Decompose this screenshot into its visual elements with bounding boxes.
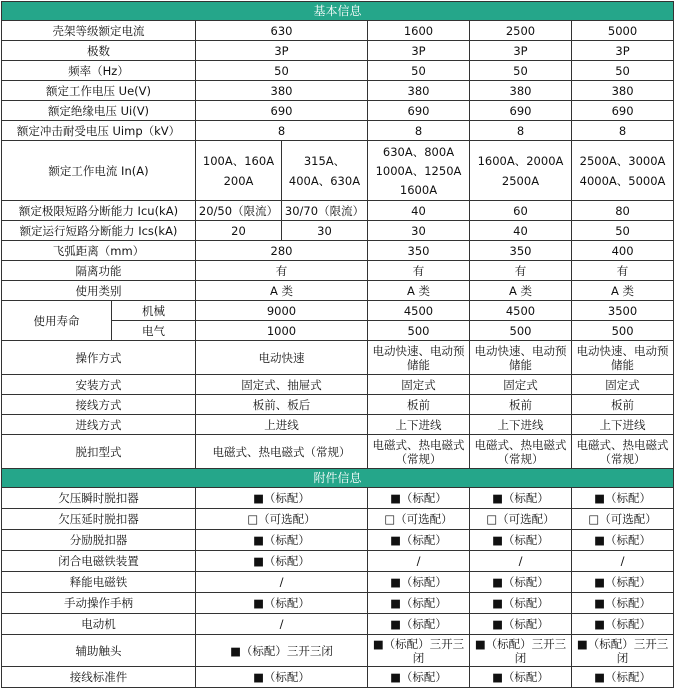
cell: ■（标配） — [196, 530, 368, 551]
cell: / — [470, 551, 572, 572]
cell: 固定式、抽屉式 — [196, 375, 368, 395]
cell-line: 100A、160A — [202, 153, 275, 168]
cell: 20 — [196, 221, 282, 241]
cell: ■（标配）三开三闭 — [470, 635, 572, 667]
row-label: 分励脱扣器 — [2, 530, 196, 551]
cell: ■（标配） — [572, 667, 674, 688]
row-aux — [2, 635, 674, 667]
row-label: 接线方式 — [2, 395, 196, 415]
cell: 固定式 — [470, 375, 572, 395]
cell: ■（标配）三开三闭 — [196, 635, 368, 667]
cell: ■（标配）三开三闭 — [368, 635, 470, 667]
cell: ■（标配） — [470, 614, 572, 635]
cell-line: 630A、800A — [382, 144, 455, 159]
row-label: 额定冲击耐受电压 Uimp（kV） — [2, 121, 196, 141]
cell: 50 — [368, 61, 470, 81]
row-label: 壳架等级额定电流 — [2, 21, 196, 41]
row-label: 接线标准件 — [2, 667, 196, 688]
cell: ■（标配） — [368, 667, 470, 688]
row-frequency — [2, 61, 674, 81]
cell: 3P — [572, 41, 674, 61]
cell: □（可选配） — [196, 509, 368, 530]
cell-line: 1000A、1250A — [375, 163, 462, 178]
spec-table — [1, 1, 674, 688]
cell: ■（标配） — [470, 488, 572, 509]
sub-label: 电气 — [112, 321, 196, 341]
cell: 500 — [470, 321, 572, 341]
cell: / — [368, 551, 470, 572]
cell: ■（标配） — [368, 593, 470, 614]
row-install — [2, 375, 674, 395]
cell: 500 — [572, 321, 674, 341]
cell: 电磁式、热电磁式（常规） — [470, 435, 572, 469]
cell: 板前、板后 — [196, 395, 368, 415]
row-uimp — [2, 121, 674, 141]
cell: ■（标配） — [470, 667, 572, 688]
cell — [470, 141, 572, 201]
cell: ■（标配） — [572, 593, 674, 614]
cell: 电动快速、电动预储能 — [572, 341, 674, 375]
cell: 20/50（限流） — [196, 201, 282, 221]
cell: 30 — [368, 221, 470, 241]
section-header-basic — [2, 2, 674, 21]
row-ui — [2, 101, 674, 121]
cell: ■（标配）三开三闭 — [572, 635, 674, 667]
section-header-accessory — [2, 469, 674, 488]
cell: 电动快速、电动预储能 — [470, 341, 572, 375]
cell: 电磁式、热电磁式（常规） — [368, 435, 470, 469]
row-release-magnet — [2, 572, 674, 593]
row-label: 安装方式 — [2, 375, 196, 395]
row-label: 额定运行短路分断能力 Ics(kA) — [2, 221, 196, 241]
row-label: 额定绝缘电压 Ui(V) — [2, 101, 196, 121]
row-operation — [2, 341, 674, 375]
cell: 电动快速、电动预储能 — [368, 341, 470, 375]
sub-label: 机械 — [112, 301, 196, 321]
row-label: 极数 — [2, 41, 196, 61]
cell: 380 — [196, 81, 368, 101]
cell: 40 — [368, 201, 470, 221]
cell-line: 2500A — [501, 173, 540, 188]
cell: 上下进线 — [368, 415, 470, 435]
cell: ■（标配） — [470, 530, 572, 551]
cell: ■（标配） — [196, 551, 368, 572]
cell: 1600 — [368, 21, 470, 41]
row-label: 欠压瞬时脱扣器 — [2, 488, 196, 509]
row-motor — [2, 614, 674, 635]
cell: 350 — [368, 241, 470, 261]
row-isolation — [2, 261, 674, 281]
cell — [368, 141, 470, 201]
cell: 4500 — [470, 301, 572, 321]
row-label: 闭合电磁铁装置 — [2, 551, 196, 572]
cell: / — [196, 572, 368, 593]
cell: 40 — [470, 221, 572, 241]
cell: 50 — [572, 221, 674, 241]
cell: 3P — [368, 41, 470, 61]
row-label: 脱扣型式 — [2, 435, 196, 469]
cell: / — [196, 614, 368, 635]
cell — [282, 141, 368, 201]
row-ics — [2, 221, 674, 241]
cell: 50 — [572, 61, 674, 81]
cell: 3P — [470, 41, 572, 61]
cell: A 类 — [196, 281, 368, 301]
cell: 板前 — [470, 395, 572, 415]
cell: 50 — [196, 61, 368, 81]
row-shunt — [2, 530, 674, 551]
row-label: 飞弧距离（mm） — [2, 241, 196, 261]
row-label: 操作方式 — [2, 341, 196, 375]
cell: □（可选配） — [572, 509, 674, 530]
cell: 3P — [196, 41, 368, 61]
cell-line: 1600A — [399, 182, 438, 197]
cell: / — [572, 551, 674, 572]
cell: ■（标配） — [470, 593, 572, 614]
row-life-mech — [2, 301, 674, 321]
cell: ■（标配） — [572, 572, 674, 593]
row-label: 手动操作手柄 — [2, 593, 196, 614]
cell: 有 — [470, 261, 572, 281]
row-label: 使用寿命 — [2, 301, 112, 341]
row-ue — [2, 81, 674, 101]
cell: 380 — [368, 81, 470, 101]
cell: 60 — [470, 201, 572, 221]
cell: 690 — [368, 101, 470, 121]
row-release — [2, 435, 674, 469]
cell: ■（标配） — [368, 488, 470, 509]
cell: 1000 — [196, 321, 368, 341]
cell: 30/70（限流） — [282, 201, 368, 221]
cell — [196, 141, 282, 201]
cell-line: 1600A、2000A — [477, 153, 564, 168]
cell: 3500 — [572, 301, 674, 321]
row-label: 电动机 — [2, 614, 196, 635]
cell: 8 — [196, 121, 368, 141]
cell: 8 — [470, 121, 572, 141]
cell: 电磁式、热电磁式（常规） — [572, 435, 674, 469]
row-closing — [2, 551, 674, 572]
cell: ■（标配） — [196, 593, 368, 614]
cell-line: 400A、630A — [288, 173, 361, 188]
cell: A 类 — [572, 281, 674, 301]
row-label: 辅助触头 — [2, 635, 196, 667]
cell: 380 — [572, 81, 674, 101]
row-arc — [2, 241, 674, 261]
cell: 上下进线 — [572, 415, 674, 435]
cell: 380 — [470, 81, 572, 101]
cell: 690 — [196, 101, 368, 121]
cell: ■（标配） — [572, 530, 674, 551]
cell: 9000 — [196, 301, 368, 321]
section-title: 基本信息 — [2, 2, 674, 21]
row-category — [2, 281, 674, 301]
cell: ■（标配） — [572, 488, 674, 509]
cell: ■（标配） — [572, 614, 674, 635]
cell: 4500 — [368, 301, 470, 321]
row-label: 额定工作电压 Ue(V) — [2, 81, 196, 101]
row-label: 隔离功能 — [2, 261, 196, 281]
section-title: 附件信息 — [2, 469, 674, 488]
cell: 上下进线 — [470, 415, 572, 435]
cell-line: 315A、 — [303, 153, 346, 168]
cell-line: 4000A、5000A — [579, 173, 666, 188]
cell: 5000 — [572, 21, 674, 41]
cell — [572, 141, 674, 201]
row-frame-current — [2, 21, 674, 41]
cell: 280 — [196, 241, 368, 261]
cell: 固定式 — [368, 375, 470, 395]
row-inlet — [2, 415, 674, 435]
cell: 50 — [470, 61, 572, 81]
row-wiring — [2, 395, 674, 415]
cell: 400 — [572, 241, 674, 261]
row-uv-delay — [2, 509, 674, 530]
row-icu — [2, 201, 674, 221]
cell: 有 — [196, 261, 368, 281]
cell: 有 — [572, 261, 674, 281]
cell: 350 — [470, 241, 572, 261]
row-uv-instant — [2, 488, 674, 509]
row-label: 频率（Hz） — [2, 61, 196, 81]
cell: 电磁式、热电磁式（常规） — [196, 435, 368, 469]
row-in-current — [2, 141, 674, 201]
cell: 630 — [196, 21, 368, 41]
row-label: 额定极限短路分断能力 Icu(kA) — [2, 201, 196, 221]
cell: ■（标配） — [368, 572, 470, 593]
row-label: 释能电磁铁 — [2, 572, 196, 593]
cell: 板前 — [572, 395, 674, 415]
cell: ■（标配） — [196, 667, 368, 688]
cell: ■（标配） — [196, 488, 368, 509]
cell: ■（标配） — [368, 530, 470, 551]
cell: ■（标配） — [470, 572, 572, 593]
cell: 2500 — [470, 21, 572, 41]
row-label: 额定工作电流 In(A) — [2, 141, 196, 201]
cell: 690 — [572, 101, 674, 121]
cell: 板前 — [368, 395, 470, 415]
cell: 690 — [470, 101, 572, 121]
cell: 30 — [282, 221, 368, 241]
row-poles — [2, 41, 674, 61]
cell: □（可选配） — [368, 509, 470, 530]
row-terminal — [2, 667, 674, 688]
cell-line: 2500A、3000A — [579, 153, 666, 168]
cell: 有 — [368, 261, 470, 281]
cell: □（可选配） — [470, 509, 572, 530]
row-label: 欠压延时脱扣器 — [2, 509, 196, 530]
cell: 8 — [368, 121, 470, 141]
row-handle — [2, 593, 674, 614]
cell: 500 — [368, 321, 470, 341]
cell: 8 — [572, 121, 674, 141]
cell: 电动快速 — [196, 341, 368, 375]
cell: ■（标配） — [368, 614, 470, 635]
cell: 上进线 — [196, 415, 368, 435]
row-label: 进线方式 — [2, 415, 196, 435]
cell-line: 200A — [223, 173, 254, 188]
cell: 固定式 — [572, 375, 674, 395]
cell: 80 — [572, 201, 674, 221]
row-label: 使用类别 — [2, 281, 196, 301]
cell: A 类 — [470, 281, 572, 301]
cell: A 类 — [368, 281, 470, 301]
